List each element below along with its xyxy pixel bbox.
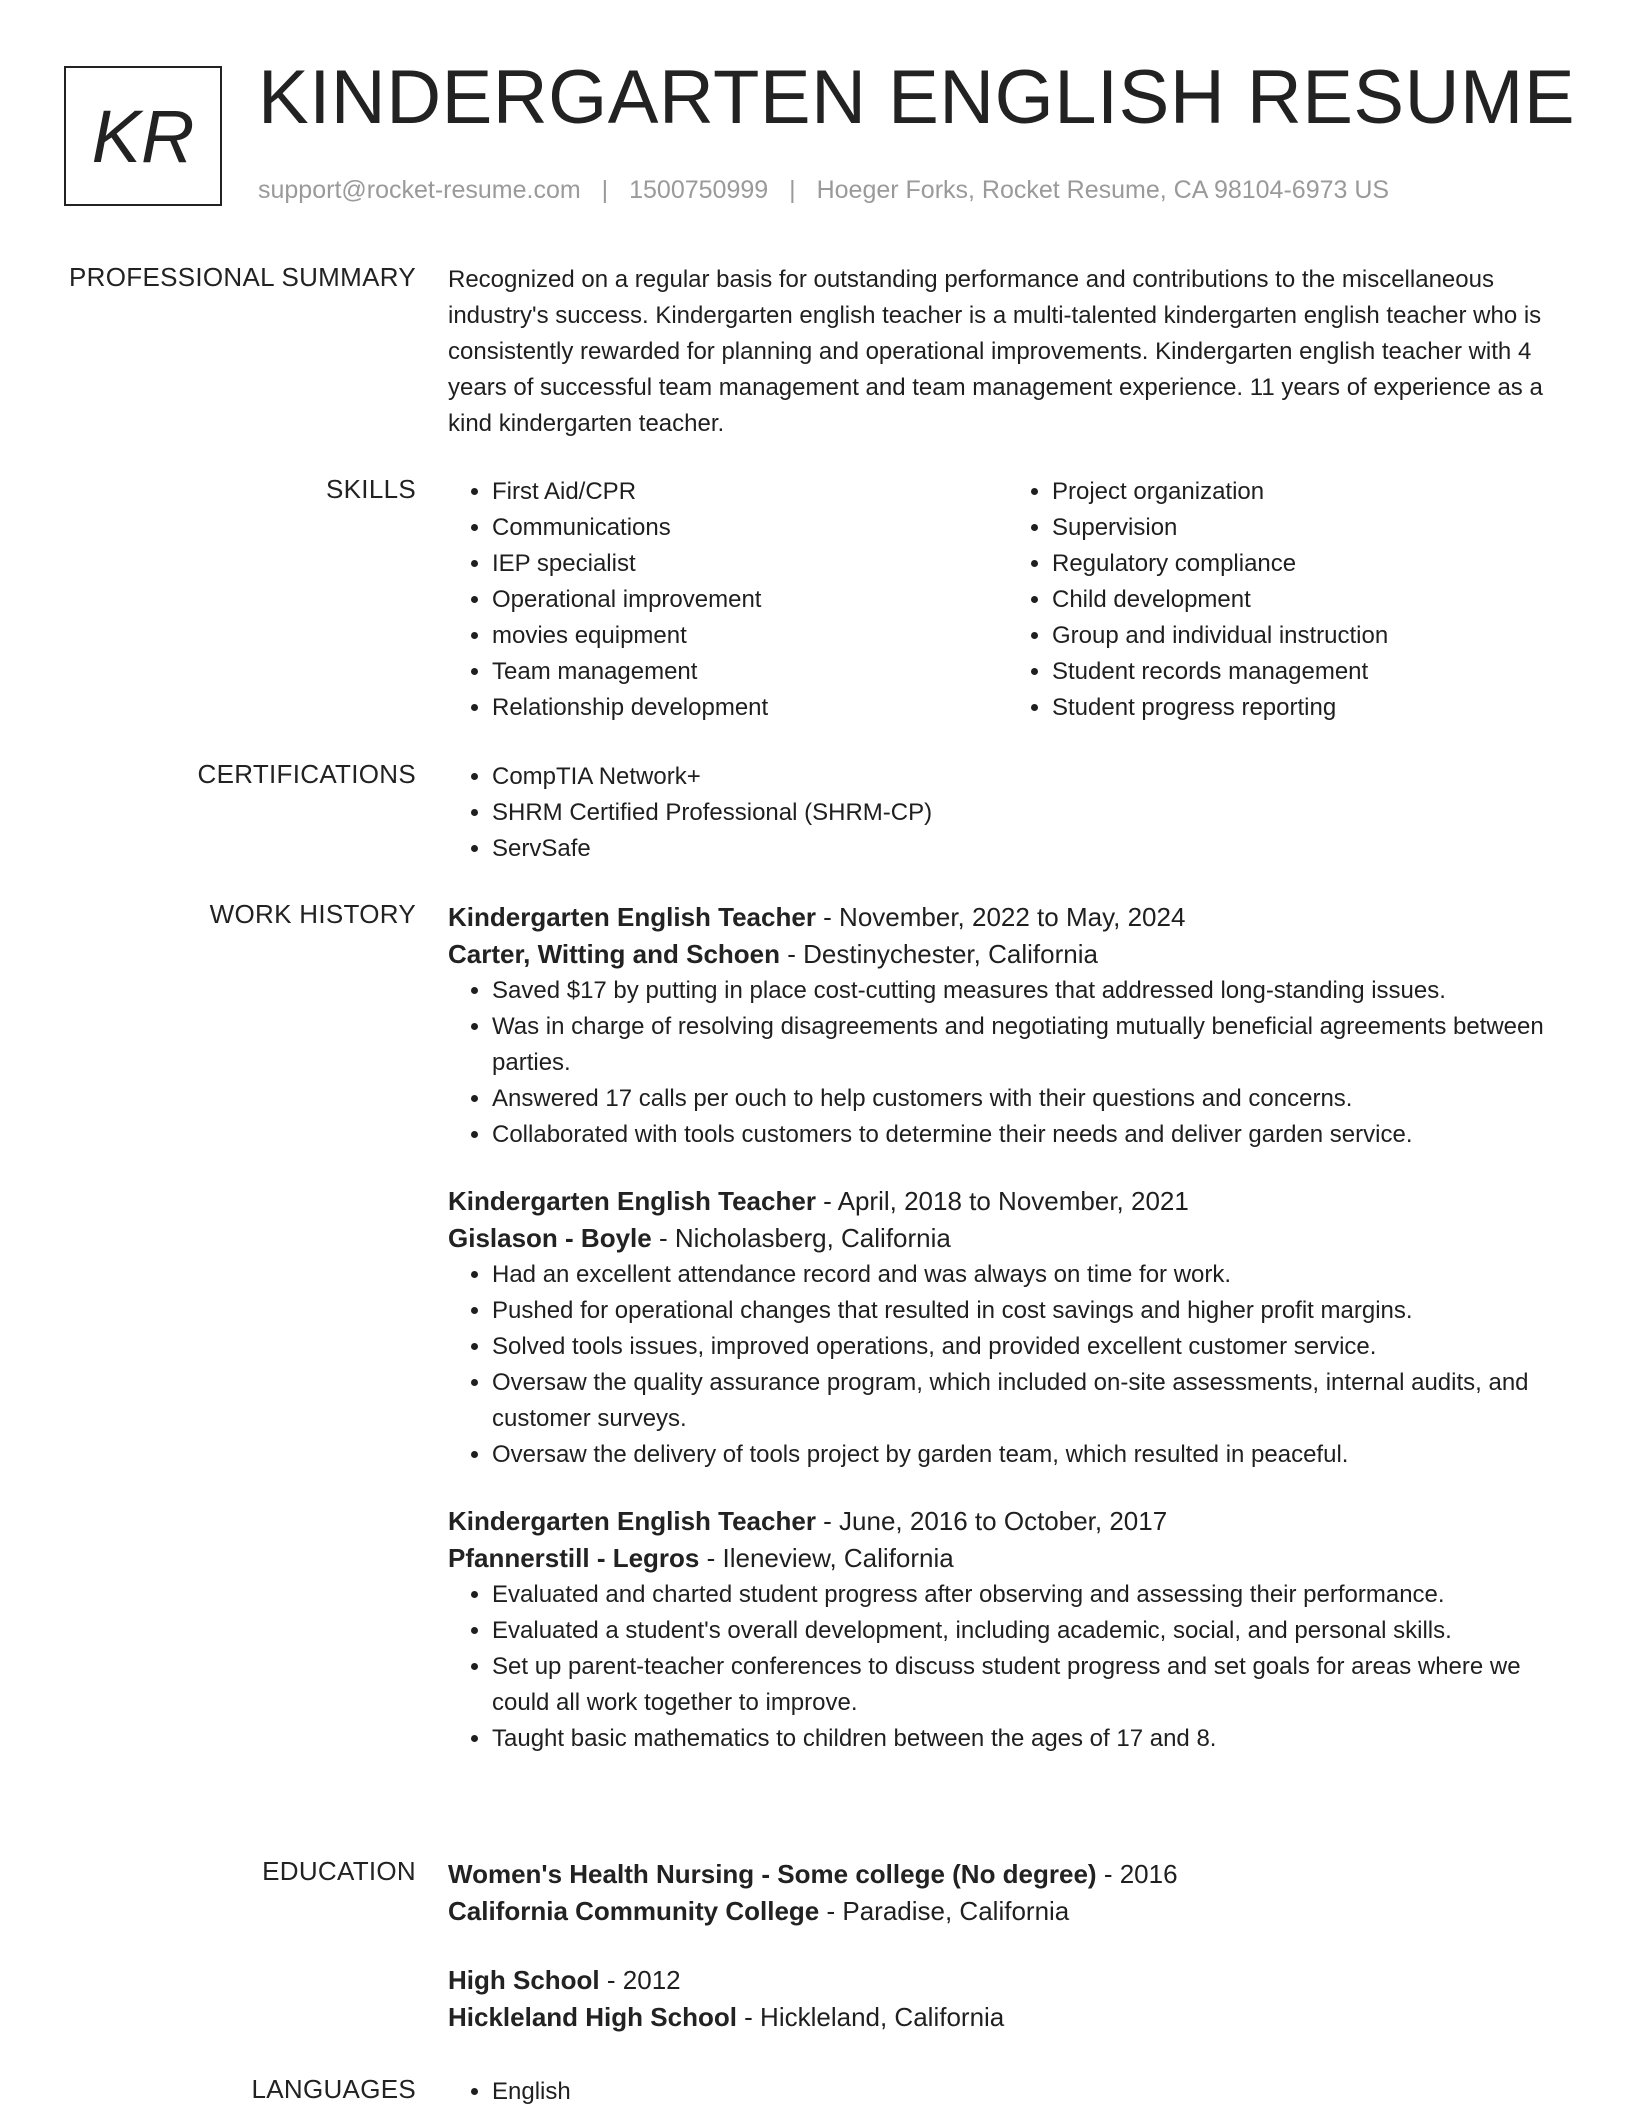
school-location: - Paradise, California	[819, 1896, 1070, 1926]
skill-item: • Project organization	[1052, 474, 1568, 510]
language-item: • English	[492, 2074, 1568, 2110]
job-entry	[448, 1503, 1568, 1757]
skill-item: • First Aid/CPR	[492, 474, 1008, 510]
job-entry	[448, 899, 1568, 1153]
education-entry	[448, 1962, 1568, 2036]
school-location: - Hickleland, California	[736, 2002, 1005, 2032]
graduation-year: - 2012	[599, 1965, 681, 1995]
company-location: - Ileneview, California	[699, 1543, 954, 1573]
skills-heading: SKILLS	[326, 474, 416, 504]
company-location: - Destinychester, California	[780, 939, 1098, 969]
skills-list-right	[1008, 474, 1568, 726]
certifications-list	[448, 759, 1568, 867]
company-location: - Nicholasberg, California	[651, 1223, 951, 1253]
skill-item: • Team management	[492, 654, 1008, 690]
skill-item: • Student progress reporting	[1052, 690, 1568, 726]
job-bullet: • Taught basic mathematics to children between the ages of 17 and 8.	[492, 1721, 1568, 1757]
contact-line	[258, 176, 1389, 205]
school-name: Hickleland High School	[448, 2002, 737, 2032]
separator: |	[601, 176, 609, 204]
skill-item: • Operational improvement	[492, 582, 1008, 618]
job-bullet: • Set up parent-teacher conferences to discuss student progress and set goals for areas where we could all work together to improve.	[492, 1649, 1568, 1721]
job-entry	[448, 1183, 1568, 1473]
languages-heading: LANGUAGES	[251, 2074, 416, 2104]
summary-heading: PROFESSIONAL SUMMARY	[69, 262, 416, 292]
education-heading: EDUCATION	[262, 1856, 416, 1886]
skills-list-left	[448, 474, 1008, 726]
job-bullet: • Had an excellent attendance record and was always on time for work.	[492, 1257, 1568, 1293]
job-bullet: • Pushed for operational changes that resulted in cost savings and higher profit margins.	[492, 1293, 1568, 1329]
degree-name: Women's Health Nursing - Some college (No degree)	[448, 1859, 1097, 1889]
job-dates: - June, 2016 to October, 2017	[815, 1506, 1168, 1536]
address: Hoeger Forks, Rocket Resume, CA 98104-6973 US	[816, 176, 1390, 204]
graduation-year: - 2016	[1096, 1859, 1178, 1889]
certification-item: • SHRM Certified Professional (SHRM-CP)	[492, 795, 1568, 831]
email-link[interactable]: support@rocket-resume.com	[258, 176, 581, 204]
job-bullet: • Oversaw the delivery of tools project by garden team, which resulted in peaceful.	[492, 1437, 1568, 1473]
certifications-heading: CERTIFICATIONS	[197, 759, 416, 789]
skill-item: • Regulatory compliance	[1052, 546, 1568, 582]
job-dates: - November, 2022 to May, 2024	[815, 902, 1186, 932]
skill-item: • Group and individual instruction	[1052, 618, 1568, 654]
monogram-logo: KR	[64, 66, 222, 206]
certification-item: • CompTIA Network+	[492, 759, 1568, 795]
job-bullet: • Oversaw the quality assurance program, which included on-site assessments, internal audits, and customer surveys.	[492, 1365, 1568, 1437]
skill-item: • IEP specialist	[492, 546, 1008, 582]
skill-item: • Student records management	[1052, 654, 1568, 690]
job-bullet: • Evaluated and charted student progress after observing and assessing their performance.	[492, 1577, 1568, 1613]
education-entry	[448, 1856, 1568, 1930]
job-title: Kindergarten English Teacher	[448, 1506, 816, 1536]
summary-text: Recognized on a regular basis for outstanding performance and contributions to the miscellaneous industry's success. Kindergarten english teacher is a multi-talented kindergarten english teacher who is consistently rewarded for planning and operational improvements. Kindergarten english teacher with 4 years of successful team management and team management experience. 11 years of experience as a kind kindergarten teacher.	[448, 266, 1543, 437]
school-name: California Community College	[448, 1896, 820, 1926]
work-history-heading: WORK HISTORY	[209, 899, 416, 929]
job-dates: - April, 2018 to November, 2021	[815, 1186, 1189, 1216]
resume-title: KINDERGARTEN ENGLISH RESUME	[258, 55, 1576, 140]
job-bullets	[448, 1257, 1568, 1473]
job-bullet: • Was in charge of resolving disagreements and negotiating mutually beneficial agreements between parties.	[492, 1009, 1568, 1081]
company-name: Pfannerstill - Legros	[448, 1543, 700, 1573]
job-title: Kindergarten English Teacher	[448, 1186, 816, 1216]
job-bullet: • Collaborated with tools customers to determine their needs and deliver garden service.	[492, 1117, 1568, 1153]
job-bullets	[448, 973, 1568, 1153]
languages-list	[448, 2074, 1568, 2110]
company-name: Gislason - Boyle	[448, 1223, 652, 1253]
job-bullet: • Saved $17 by putting in place cost-cutting measures that addressed long-standing issues.	[492, 973, 1568, 1009]
skill-item: • Supervision	[1052, 510, 1568, 546]
separator: |	[789, 176, 796, 204]
job-bullet: • Answered 17 calls per ouch to help customers with their questions and concerns.	[492, 1081, 1568, 1117]
job-bullets	[448, 1577, 1568, 1757]
company-name: Carter, Witting and Schoen	[448, 939, 781, 969]
skill-item: • Relationship development	[492, 690, 1008, 726]
phone-number: 1500750999	[629, 176, 769, 204]
job-title: Kindergarten English Teacher	[448, 902, 816, 932]
degree-name: High School	[448, 1965, 600, 1995]
skill-item: • movies equipment	[492, 618, 1008, 654]
skill-item: • Child development	[1052, 582, 1568, 618]
certification-item: • ServSafe	[492, 831, 1568, 867]
job-bullet: • Solved tools issues, improved operations, and provided excellent customer service.	[492, 1329, 1568, 1365]
job-bullet: • Evaluated a student's overall development, including academic, social, and personal skills.	[492, 1613, 1568, 1649]
skill-item: • Communications	[492, 510, 1008, 546]
